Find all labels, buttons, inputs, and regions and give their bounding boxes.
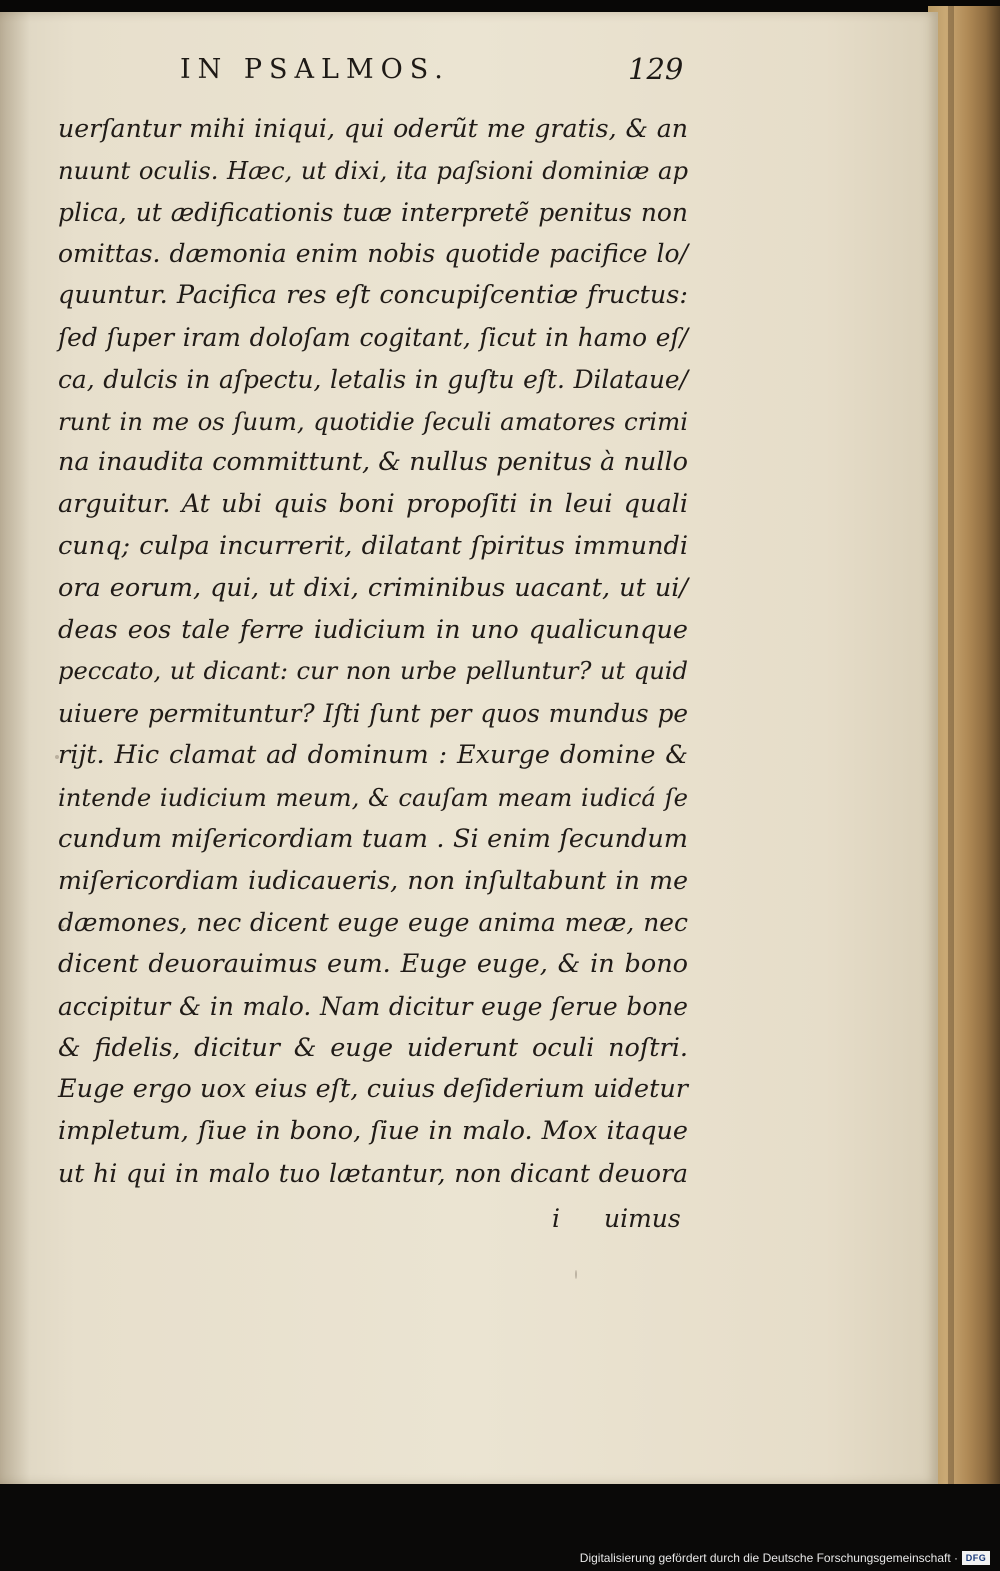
catchword: uimus <box>604 1204 681 1233</box>
page-number: 129 <box>628 52 684 86</box>
text-line: arguitur. At ubi quis boni propoſiti in leui quali <box>58 489 688 520</box>
text-line: runt in me os ſuum, quotidie ſeculi amatores crimi <box>58 406 688 436</box>
text-line: na inaudita committunt, & nullus penitus à nullo <box>58 447 688 478</box>
text-line: cundum miſericordiam tuam . Si enim ſecundum <box>58 823 688 854</box>
text-line: dicent deuorauimus eum. Euge euge, & in bono <box>58 948 688 979</box>
text-line: miſericordiam iudicaueris, non inſultabunt in me <box>58 866 688 896</box>
text-line: Euge ergo uox eius eſt, cuius deſiderium uidetur <box>58 1074 688 1105</box>
text-line: rijt. Hic clamat ad dominum : Exurge domine & <box>58 739 688 770</box>
text-line: ſed ſuper iram doloſam cogitant, ſicut in hamo eſ/ <box>58 322 688 352</box>
text-line: nuunt oculis. Hæc, ut dixi, ita paſsioni dominiæ ap <box>58 155 688 185</box>
text-line: ut hi qui in malo tuo lætantur, non dicant deuora <box>58 1158 688 1188</box>
text-line: omittas. dæmonia enim nobis quotide pacifice lo/ <box>58 239 688 269</box>
text-line: cunq; culpa incurrerit, dilatant ſpiritus immundi <box>58 530 688 561</box>
text-line: plica, ut ædificationis tuæ interpretẽ penitus non <box>58 197 688 227</box>
dfg-logo: DFG <box>962 1551 990 1565</box>
running-head-title: IN PSALMOS. <box>180 54 450 85</box>
running-head <box>180 52 684 96</box>
text-line: uiuere permituntur? Iſti ſunt per quos mundus pe <box>58 699 688 729</box>
text-line: ora eorum, qui, ut dixi, criminibus uacant, ut ui/ <box>58 572 688 603</box>
catchword-line <box>552 1200 682 1240</box>
text-line: uerſantur mihi iniqui, qui oderũt me gratis, & an <box>58 114 688 143</box>
text-line: dæmones, nec dicent euge euge anima meæ, nec <box>58 908 688 938</box>
text-line: ca, dulcis in aſpectu, letalis in guſtu eſt. Dilataue/ <box>58 364 688 394</box>
digitization-credit: Digitalisierung gefördert durch die Deutsche Forschungsgemeinschaft · <box>579 1551 958 1565</box>
book-edge-shadow <box>948 6 954 1486</box>
text-line: quuntur. Pacifica res eſt concupiſcentiæ fructus: <box>58 280 688 311</box>
body-text <box>58 108 688 1195</box>
text-line: intende iudicium meum, & cauſam meam iudicá ſe <box>58 782 688 812</box>
book-page-edges <box>928 6 1000 1486</box>
text-line: impletum, ſiue in bono, ſiue in malo. Mox itaque <box>58 1116 688 1147</box>
text-line: & fidelis, dicitur & euge uiderunt oculi noſtri. <box>58 1032 688 1063</box>
text-line: accipitur & in malo. Nam dicitur euge ſerue bone <box>58 991 688 1021</box>
signature-mark: i <box>552 1204 560 1233</box>
text-line: peccato, ut dicant: cur non urbe pelluntur? ut quid <box>58 657 688 686</box>
text-line: deas eos tale ferre iudicium in uno qualicunque <box>58 614 688 645</box>
paper-speck <box>575 1270 577 1279</box>
page-gutter-shadow <box>0 12 30 1484</box>
